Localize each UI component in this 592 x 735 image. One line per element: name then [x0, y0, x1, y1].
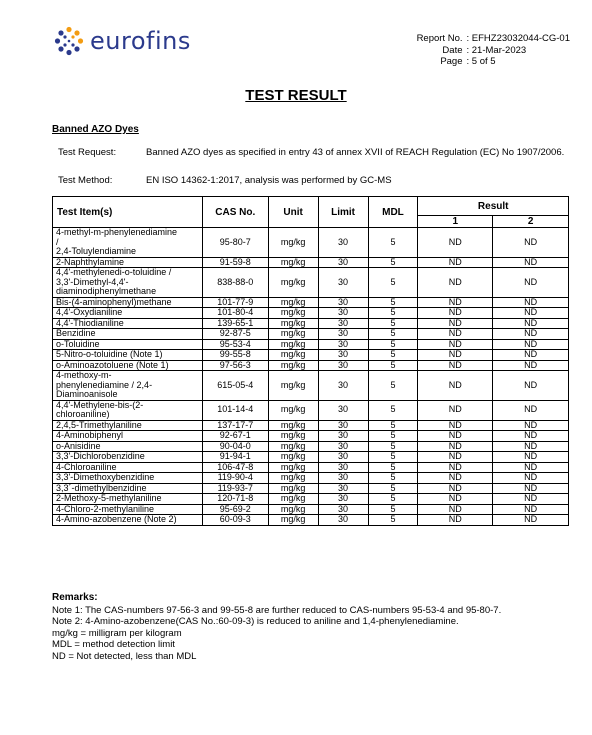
result-1-cell: ND: [418, 441, 493, 452]
table-row: [53, 494, 569, 505]
result-2-cell: ND: [493, 297, 569, 308]
limit-cell: 30: [318, 473, 368, 484]
test-item-name: 3,3'-Dimethoxybenzidine: [53, 473, 203, 484]
test-item-name: 4,4'-Thiodianiline: [53, 318, 203, 329]
result-2-cell: ND: [493, 268, 569, 298]
table-row: [53, 462, 569, 473]
unit-cell: mg/kg: [268, 462, 318, 473]
unit-cell: mg/kg: [268, 400, 318, 420]
result-1-cell: ND: [418, 318, 493, 329]
mdl-cell: 5: [368, 441, 418, 452]
mdl-cell: 5: [368, 515, 418, 526]
logo-mark-icon: [54, 26, 84, 56]
limit-cell: 30: [318, 257, 368, 268]
report-meta: [417, 33, 570, 68]
table-row: [53, 420, 569, 431]
test-item-name: 4-Chloroaniline: [53, 462, 203, 473]
cas-number: 95-53-4: [202, 339, 268, 350]
unit-cell: mg/kg: [268, 308, 318, 319]
unit-cell: mg/kg: [268, 360, 318, 371]
result-2-cell: ND: [493, 350, 569, 361]
remark-note-1: Note 1: The CAS-numbers 97-56-3 and 99-55-8 are further reduced to CAS-numbers 95-53-4 and 95-80-7.: [52, 604, 502, 616]
report-no-label: Report No.: [416, 33, 463, 44]
unit-cell: mg/kg: [268, 441, 318, 452]
test-item-name: 4-Aminobiphenyl: [53, 431, 203, 442]
results-table: [52, 196, 569, 526]
test-request-label: Test Request:: [58, 147, 117, 158]
mdl-cell: 5: [368, 462, 418, 473]
remark-note-2: Note 2: 4-Amino-azobenzene(CAS No.:60-09-3) is reduced to aniline and 1,4-phenylenediamine.: [52, 616, 459, 627]
table-row: [53, 339, 569, 350]
eurofins-logo: [54, 26, 191, 56]
result-1-cell: ND: [418, 329, 493, 340]
result-2-cell: ND: [493, 308, 569, 319]
result-2-cell: ND: [493, 420, 569, 431]
cas-number: 91-59-8: [202, 257, 268, 268]
table-row: [53, 441, 569, 452]
unit-cell: mg/kg: [268, 504, 318, 515]
test-item-name: Benzidine: [53, 329, 203, 340]
test-item-name: 4-methoxy-m- phenylenediamine / 2,4- Diaminoanisole: [53, 371, 203, 401]
header-unit: Unit: [268, 197, 318, 228]
limit-cell: 30: [318, 268, 368, 298]
mdl-cell: 5: [368, 329, 418, 340]
test-item-name: 4-Chloro-2-methylaniline: [53, 504, 203, 515]
unit-cell: mg/kg: [268, 228, 318, 258]
limit-cell: 30: [318, 441, 368, 452]
cas-number: 91-94-1: [202, 452, 268, 463]
test-item-name: 2,4,5-Trimethylaniline: [53, 420, 203, 431]
report-page-value: : 5 of 5: [466, 56, 496, 67]
mdl-cell: 5: [368, 420, 418, 431]
test-item-name: 4,4'-Oxydianiline: [53, 308, 203, 319]
mdl-cell: 5: [368, 339, 418, 350]
test-item-name: 4,4'-Methylene-bis-(2- chloroaniline): [53, 400, 203, 420]
remarks: [52, 592, 572, 662]
cas-number: 615-05-4: [202, 371, 268, 401]
unit-cell: mg/kg: [268, 318, 318, 329]
result-1-cell: ND: [418, 473, 493, 484]
result-2-cell: ND: [493, 483, 569, 494]
mdl-cell: 5: [368, 228, 418, 258]
cas-number: 99-55-8: [202, 350, 268, 361]
test-method-label: Test Method:: [58, 175, 113, 186]
cas-number: 92-67-1: [202, 431, 268, 442]
remark-mdl: MDL = method detection limit: [52, 639, 175, 650]
logo-text: eurofins: [90, 27, 191, 55]
test-method-value: EN ISO 14362-1:2017, analysis was performed by GC-MS: [146, 175, 392, 186]
test-item-name: Bis-(4-aminophenyl)methane: [53, 297, 203, 308]
result-1-cell: ND: [418, 360, 493, 371]
header-limit: Limit: [318, 197, 368, 228]
table-row: [53, 308, 569, 319]
table-row: [53, 297, 569, 308]
cas-number: 120-71-8: [202, 494, 268, 505]
mdl-cell: 5: [368, 360, 418, 371]
table-row: [53, 473, 569, 484]
test-item-name: 4-Amino-azobenzene (Note 2): [53, 515, 203, 526]
table-row: [53, 257, 569, 268]
limit-cell: 30: [318, 420, 368, 431]
result-2-cell: ND: [493, 371, 569, 401]
header-cas: CAS No.: [202, 197, 268, 228]
cas-number: 137-17-7: [202, 420, 268, 431]
cas-number: 101-77-9: [202, 297, 268, 308]
test-item-name: o-Anisidine: [53, 441, 203, 452]
unit-cell: mg/kg: [268, 473, 318, 484]
table-row: [53, 400, 569, 420]
remarks-title: Remarks:: [52, 592, 98, 603]
limit-cell: 30: [318, 360, 368, 371]
cas-number: 119-93-7: [202, 483, 268, 494]
results-body: [53, 228, 569, 526]
page-title: TEST RESULT: [245, 87, 347, 104]
result-1-cell: ND: [418, 431, 493, 442]
limit-cell: 30: [318, 504, 368, 515]
unit-cell: mg/kg: [268, 257, 318, 268]
mdl-cell: 5: [368, 473, 418, 484]
table-row: [53, 228, 569, 258]
limit-cell: 30: [318, 494, 368, 505]
cas-number: 60-09-3: [202, 515, 268, 526]
result-1-cell: ND: [418, 494, 493, 505]
unit-cell: mg/kg: [268, 494, 318, 505]
unit-cell: mg/kg: [268, 350, 318, 361]
mdl-cell: 5: [368, 504, 418, 515]
table-row: [53, 360, 569, 371]
cas-number: 97-56-3: [202, 360, 268, 371]
result-1-cell: ND: [418, 515, 493, 526]
mdl-cell: 5: [368, 371, 418, 401]
header-result-2: 2: [493, 216, 569, 228]
unit-cell: mg/kg: [268, 431, 318, 442]
unit-cell: mg/kg: [268, 420, 318, 431]
table-row: [53, 431, 569, 442]
limit-cell: 30: [318, 329, 368, 340]
report-date-label: Date: [442, 44, 463, 56]
test-item-name: 3,3'-Dichlorobenzidine: [53, 452, 203, 463]
test-item-name: 4-methyl-m-phenylenediamine / 2,4-Toluylendiamine: [53, 228, 203, 258]
test-item-name: 5-Nitro-o-toluidine (Note 1): [53, 350, 203, 361]
result-1-cell: ND: [418, 371, 493, 401]
result-1-cell: ND: [418, 350, 493, 361]
result-2-cell: ND: [493, 452, 569, 463]
table-row: [53, 318, 569, 329]
mdl-cell: 5: [368, 318, 418, 329]
result-1-cell: ND: [418, 257, 493, 268]
result-2-cell: ND: [493, 504, 569, 515]
table-row: [53, 504, 569, 515]
result-2-cell: ND: [493, 462, 569, 473]
result-2-cell: ND: [493, 441, 569, 452]
cas-number: 106-47-8: [202, 462, 268, 473]
result-2-cell: ND: [493, 339, 569, 350]
mdl-cell: 5: [368, 350, 418, 361]
header-mdl: MDL: [368, 197, 418, 228]
table-row: [53, 452, 569, 463]
result-1-cell: ND: [418, 462, 493, 473]
table-row: [53, 268, 569, 298]
header-result-1: 1: [418, 216, 493, 228]
report-no-value: : EFHZ23032044-CG-01: [466, 33, 570, 44]
cas-number: 95-69-2: [202, 504, 268, 515]
limit-cell: 30: [318, 318, 368, 329]
result-2-cell: ND: [493, 360, 569, 371]
table-row: [53, 371, 569, 401]
unit-cell: mg/kg: [268, 515, 318, 526]
result-2-cell: ND: [493, 494, 569, 505]
unit-cell: mg/kg: [268, 329, 318, 340]
result-2-cell: ND: [493, 329, 569, 340]
mdl-cell: 5: [368, 431, 418, 442]
test-item-name: 3,3´-dimethylbenzidine: [53, 483, 203, 494]
limit-cell: 30: [318, 350, 368, 361]
result-2-cell: ND: [493, 473, 569, 484]
test-item-name: 2-Naphthylamine: [53, 257, 203, 268]
test-item-name: o-Toluidine: [53, 339, 203, 350]
result-1-cell: ND: [418, 228, 493, 258]
result-2-cell: ND: [493, 400, 569, 420]
cas-number: 90-04-0: [202, 441, 268, 452]
mdl-cell: 5: [368, 268, 418, 298]
limit-cell: 30: [318, 308, 368, 319]
header-test-item: Test Item(s): [53, 197, 203, 228]
limit-cell: 30: [318, 452, 368, 463]
cas-number: 101-14-4: [202, 400, 268, 420]
report-page-label: Page: [440, 56, 463, 67]
unit-cell: mg/kg: [268, 339, 318, 350]
cas-number: 101-80-4: [202, 308, 268, 319]
cas-number: 119-90-4: [202, 473, 268, 484]
table-row: [53, 515, 569, 526]
mdl-cell: 5: [368, 494, 418, 505]
result-1-cell: ND: [418, 308, 493, 319]
result-1-cell: ND: [418, 339, 493, 350]
unit-cell: mg/kg: [268, 297, 318, 308]
limit-cell: 30: [318, 515, 368, 526]
limit-cell: 30: [318, 228, 368, 258]
cas-number: 95-80-7: [202, 228, 268, 258]
cas-number: 139-65-1: [202, 318, 268, 329]
mdl-cell: 5: [368, 400, 418, 420]
limit-cell: 30: [318, 483, 368, 494]
limit-cell: 30: [318, 371, 368, 401]
unit-cell: mg/kg: [268, 268, 318, 298]
result-1-cell: ND: [418, 297, 493, 308]
mdl-cell: 5: [368, 483, 418, 494]
limit-cell: 30: [318, 431, 368, 442]
unit-cell: mg/kg: [268, 371, 318, 401]
result-2-cell: ND: [493, 515, 569, 526]
result-1-cell: ND: [418, 420, 493, 431]
result-1-cell: ND: [418, 483, 493, 494]
limit-cell: 30: [318, 339, 368, 350]
result-1-cell: ND: [418, 400, 493, 420]
limit-cell: 30: [318, 462, 368, 473]
table-row: [53, 329, 569, 340]
remark-mgkg: mg/kg = milligram per kilogram: [52, 627, 182, 639]
result-2-cell: ND: [493, 431, 569, 442]
unit-cell: mg/kg: [268, 452, 318, 463]
cas-number: 92-87-5: [202, 329, 268, 340]
mdl-cell: 5: [368, 452, 418, 463]
result-2-cell: ND: [493, 257, 569, 268]
limit-cell: 30: [318, 400, 368, 420]
mdl-cell: 5: [368, 297, 418, 308]
unit-cell: mg/kg: [268, 483, 318, 494]
header-result: Result: [418, 197, 569, 216]
test-request-value: Banned AZO dyes as specified in entry 43 of annex XVII of REACH Regulation (EC) No 1907/2006.: [146, 147, 565, 158]
result-1-cell: ND: [418, 268, 493, 298]
limit-cell: 30: [318, 297, 368, 308]
table-row: [53, 350, 569, 361]
test-item-name: o-Aminoazotoluene (Note 1): [53, 360, 203, 371]
result-1-cell: ND: [418, 452, 493, 463]
section-title: Banned AZO Dyes: [52, 124, 139, 135]
result-2-cell: ND: [493, 228, 569, 258]
mdl-cell: 5: [368, 308, 418, 319]
report-date-value: : 21-Mar-2023: [466, 44, 527, 56]
result-2-cell: ND: [493, 318, 569, 329]
mdl-cell: 5: [368, 257, 418, 268]
remark-nd: ND = Not detected, less than MDL: [52, 650, 197, 662]
result-1-cell: ND: [418, 504, 493, 515]
cas-number: 838-88-0: [202, 268, 268, 298]
test-item-name: 2-Methoxy-5-methylaniline: [53, 494, 203, 505]
test-item-name: 4,4'-methylenedi-o-toluidine / 3,3'-Dimethyl-4,4'- diaminodiphenylmethane: [53, 268, 203, 298]
table-row: [53, 483, 569, 494]
